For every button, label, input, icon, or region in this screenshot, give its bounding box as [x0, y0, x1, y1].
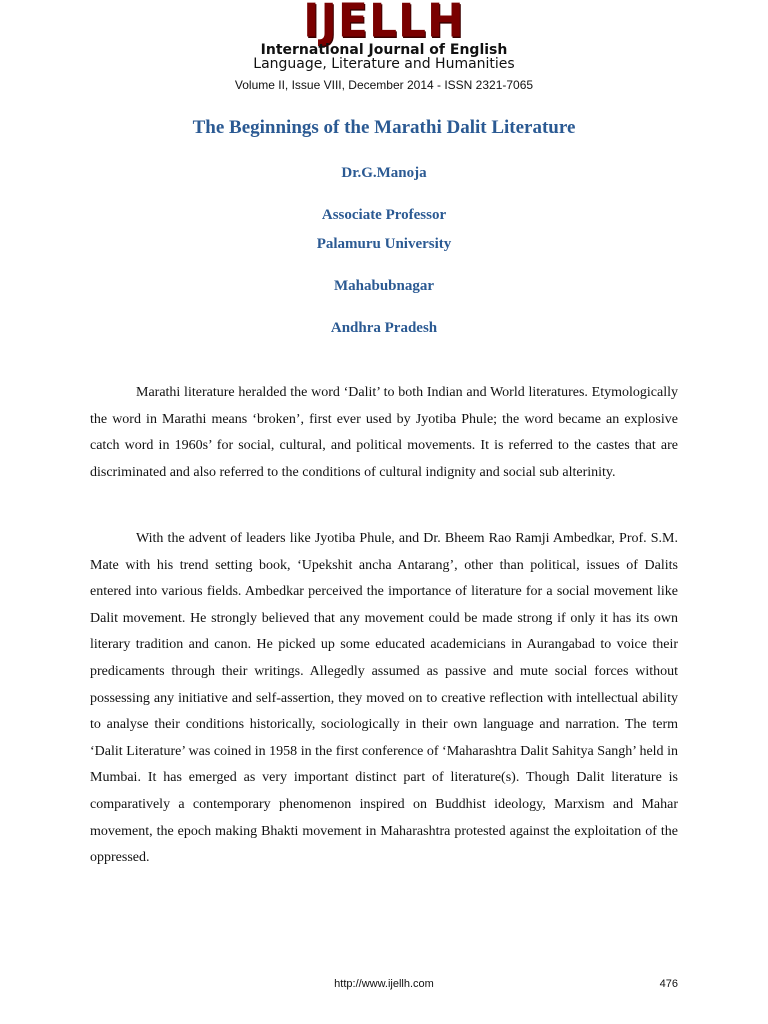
- author-state: Andhra Pradesh: [330, 320, 438, 336]
- author-city: Mahabubnagar: [333, 278, 435, 294]
- author-university: Palamuru University: [316, 236, 452, 252]
- journal-name-line1: International Journal of English: [260, 42, 508, 58]
- author-designation: Associate Professor: [321, 207, 447, 223]
- author-name: Dr.G.Manoja: [341, 165, 427, 181]
- journal-name-line2: Language, Literature and Humanities: [253, 56, 515, 72]
- journal-logo: IJELLH: [303, 0, 465, 49]
- body-paragraph-2: With the advent of leaders like Jyotiba Phule, and Dr. Bheem Rao Ramji Ambedkar, Prof. S.M. Mate with his trend setting book, ‘Upekshit ancha Antarang’, other than political, issues of Dalits entered into various fields. Ambedkar perceived the importance of literature for a social movement like Dalit movement. He strongly believed that any movement could be made strong if only it has its own literary tradition and canon. He picked up some educated academicians in Aurangabad to voice their predicaments through their writings. Allegedly assumed as passive and mute social forces without possessing any initiative and self-assertion, they moved on to creative reflection with intellectual ability to analyse their conditions historically, sociologically in their own language and narration. The term ‘Dalit Literature’ was coined in 1958 in the first conference of ‘Maharashtra Dalit Sahitya Sangh’ held in Mumbai. It has emerged as very important distinct part of literature(s). Though Dalit literature is comparatively a contemporary phenomenon inspired on Buddhist ideology, Marxism and Mahar movement, the epoch making Bhakti movement in Maharashtra protested against the exploitation of the oppressed.: [90, 531, 678, 866]
- article-title: The Beginnings of the Marathi Dalit Literature: [192, 117, 576, 138]
- body-paragraph-1: Marathi literature heralded the word ‘Dalit’ to both Indian and World literatures. Etymologically the word in Marathi means ‘broken’, first ever used by Jyotiba Phule; the word became an explosive catch word in 1960s’ for social, cultural, and political movements. It is referred to the castes that are discriminated and also referred to the conditions of cultural indignity and social sub alterinity.: [90, 385, 678, 480]
- page-number: 476: [659, 978, 678, 990]
- volume-issue-line: Volume II, Issue VIII, December 2014 - ISSN 2321-7065: [234, 78, 534, 92]
- footer-url-link[interactable]: http://www.ijellh.com: [334, 978, 434, 990]
